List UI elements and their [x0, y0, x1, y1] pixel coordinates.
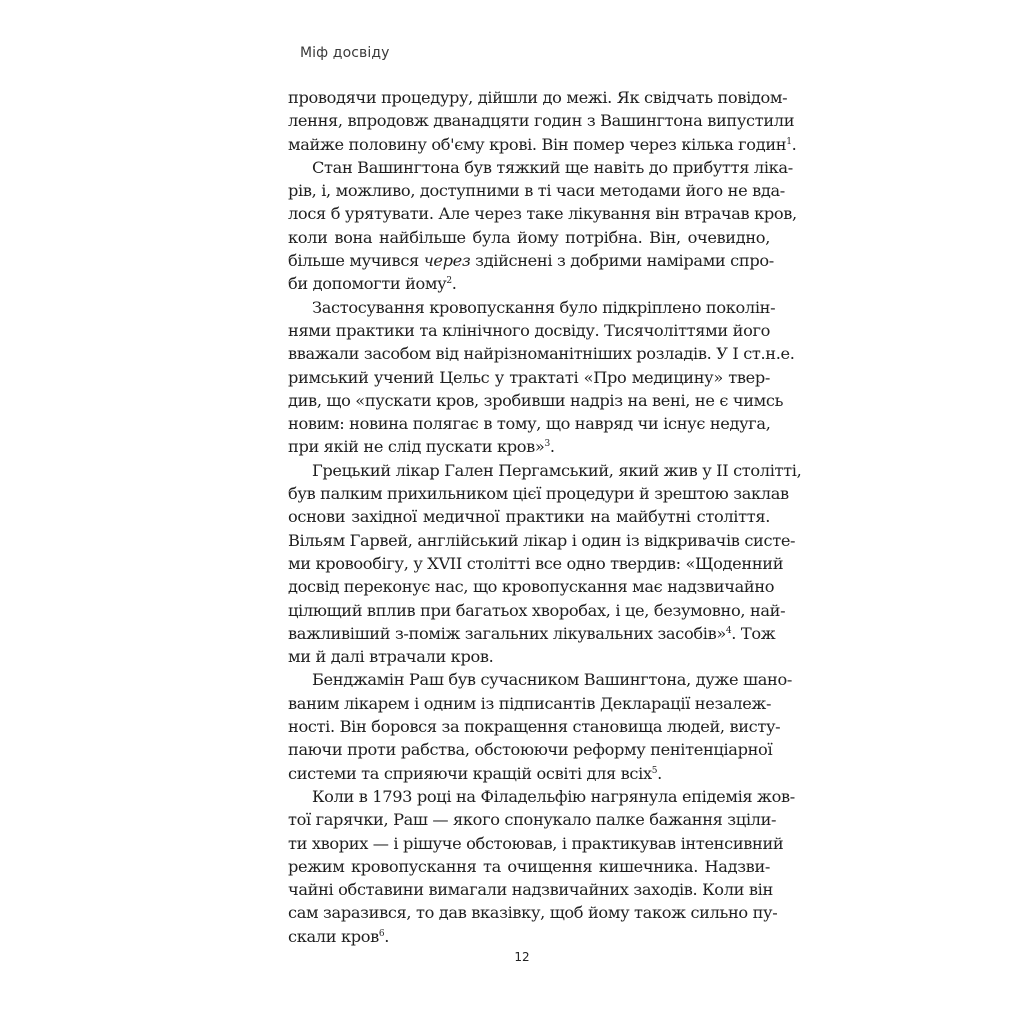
text-line: проводячи процедуру, дійшли до межі. Як свідчать повідом-	[288, 88, 788, 107]
text-line	[288, 133, 797, 156]
text-line: Коли в 1793 році на Філадельфію нагрянула епідемія жов-	[312, 786, 795, 806]
body-text	[288, 86, 802, 948]
footnote-ref-2[interactable]: 2	[446, 276, 452, 287]
text-line: цілющий вплив при багатьох хворобах, і це, безумовно, най-	[288, 600, 786, 620]
footnote-ref-6[interactable]: 6	[378, 928, 385, 939]
text-span: .	[549, 437, 555, 457]
text-span: скали кров	[288, 926, 379, 946]
text-span: би допомогти йому	[288, 274, 447, 294]
text-line: тої гарячки, Раш — якого спонукало палке бажання зціли-	[288, 810, 777, 830]
text-line: ваним лікарем і одним із підписантів Декларації незалеж-	[288, 693, 772, 713]
text-span: при якій не слід пускати кров»	[288, 437, 545, 457]
text-line: чайні обставини вимагали надзвичайних заходів. Коли він	[288, 880, 773, 900]
footnote-ref-1[interactable]: 1	[786, 136, 792, 147]
text-span: важливіший з-поміж загальних лікувальних засобів»	[288, 623, 726, 643]
text-line: лося б урятувати. Але через таке лікування він втрачав кров,	[288, 204, 797, 224]
text-line: був палким прихильником цієї процедури й зрештою заклав	[288, 484, 789, 504]
text-line: нями практики та клінічного досвіду. Тисячоліттями його	[288, 320, 770, 340]
paragraph-1	[288, 86, 797, 156]
text-span: .	[384, 926, 390, 946]
text-span: здійснені з добрими намірами спро-	[470, 251, 774, 271]
text-span: .	[451, 274, 457, 294]
paragraph-2	[288, 156, 797, 296]
text-line: Вільям Гарвей, англійський лікар і один із відкривачів систе-	[288, 530, 796, 550]
text-line: сам заразився, то дав вказівку, щоб йому також сильно пу-	[288, 903, 778, 923]
paragraph-6	[288, 785, 795, 948]
text-span: більше мучився	[288, 251, 424, 271]
text-line: основи західної медичної практики на майбутні століття.	[288, 507, 770, 527]
text-line: ти хворих — і рішуче обстоював, і практикував інтенсивний	[288, 833, 784, 853]
text-line: коли вона найбільше була йому потрібна. Він, очевидно,	[288, 227, 770, 247]
text-span: .	[657, 763, 662, 783]
text-line: досвід переконує нас, що кровопускання має надзвичайно	[288, 577, 775, 597]
text-line	[288, 925, 770, 948]
text-span: майже половину об'єму крові. Він помер через кілька годин	[288, 134, 787, 154]
text-line: Грецький лікар Гален Пергамський, який жив у II столітті,	[312, 460, 802, 480]
text-line: ми кровообігу, у XVII столітті все одно твердив: «Щоденний	[288, 553, 784, 573]
text-line: ності. Він боровся за покращення становища людей, висту-	[288, 717, 781, 737]
text-line: Стан Вашингтона був тяжкий ще навіть до прибуття ліка-	[312, 157, 793, 177]
text-line: лення, впродовж дванадцяти годин з Вашингтона випустили	[288, 111, 795, 131]
footnote-ref-3[interactable]: 3	[544, 439, 550, 450]
text-line	[288, 622, 776, 645]
text-line: паючи проти рабства, обстоюючи реформу пенітенціарної	[288, 740, 773, 760]
text-span: .	[791, 134, 797, 154]
text-line: новим: новина полягає в тому, що навряд чи існує недуга,	[288, 414, 771, 434]
paragraph-4	[288, 459, 802, 669]
paragraph-3	[288, 296, 795, 459]
text-span: системи та сприяючи кращій освіті для всіх	[288, 763, 652, 783]
text-line	[288, 272, 770, 295]
text-line: режим кровопускання та очищення кишечника. Надзви-	[288, 856, 770, 876]
text-line: римський учений Цельс у трактаті «Про медицину» твер-	[288, 367, 770, 387]
text-line: Застосування кровопускання було підкріплено поколін-	[312, 297, 776, 317]
text-line	[288, 435, 770, 458]
footnote-ref-5[interactable]: 5	[651, 765, 658, 776]
text-span: . Тож	[731, 623, 776, 643]
page-number: 12	[514, 950, 530, 964]
text-line	[288, 762, 770, 785]
text-line: Бенджамін Раш був сучасником Вашингтона, дуже шано-	[312, 670, 792, 690]
text-line	[288, 249, 774, 272]
text-line: див, що «пускати кров, зробивши надріз на вені, не є чимсь	[288, 390, 784, 410]
footnote-ref-4[interactable]: 4	[725, 625, 732, 636]
paragraph-5	[288, 668, 792, 784]
text-line: ми й далі втрачали кров.	[288, 647, 494, 667]
text-line: рів, і, можливо, доступними в ті часи методами його не вда-	[288, 181, 785, 201]
text-line: вважали засобом від найрізноманітніших розладів. У I ст.н.е.	[288, 344, 795, 364]
running-header: Міф досвіду	[300, 45, 390, 61]
emphasis-text: через	[423, 251, 471, 271]
